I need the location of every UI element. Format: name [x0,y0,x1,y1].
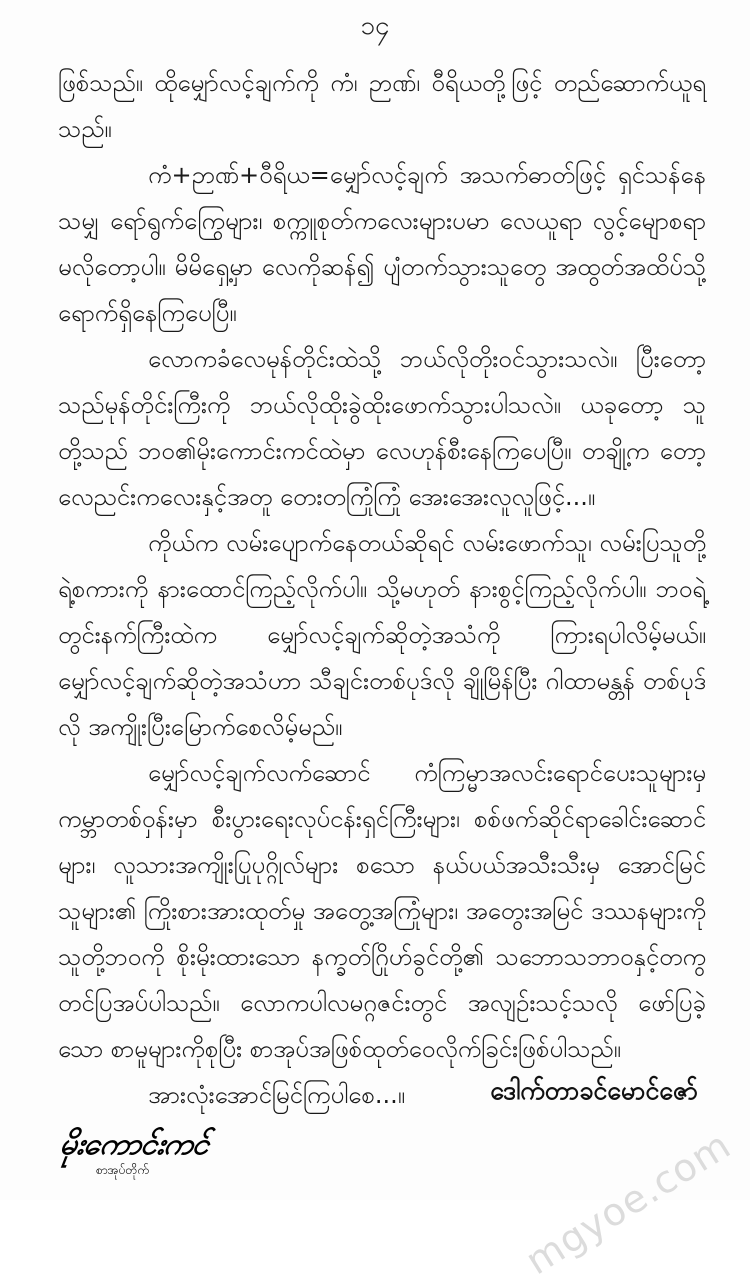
watermark: mgyoe.com [517,1122,738,1283]
publisher-logo [57,1127,211,1184]
publisher-logo-name: မိုးကောင်းကင် [57,1127,211,1162]
publisher-logo-sub: စာအုပ်တိုက် [96,1163,149,1177]
paragraph-1: ဖြစ်သည်။ ထိုမျှော်လင့်ချက်ကို ကံ၊ ဉာဏ်၊ ဝီရိယတို့ဖြင့် တည်ဆောက်ယူရသည်။ [58,69,706,143]
paragraph-5: မျှော်လင့်ချက်လက်ဆောင် ကံကြမ္မာအလင်းရောင်ပေးသူများမှ ကမ္ဘာတစ်ဝှန်းမှာ စီးပွားရေးလုပ်ငန်းရှင်ကြီးများ၊ စစ်ဖက်ဆိုင်ရာခေါင်းဆောင်များ၊ လူသားအကျိုးပြုပုဂ္ဂိုလ်များ စသော နယ်ပယ်အသီးသီးမှ အောင်မြင်သူများ၏ ကြိုးစားအားထုတ်မှု အတွေ့အကြုံများ၊ အတွေးအမြင် ဒဿနများကို သူတို့ဘဝကို စိုးမိုးထားသော နက္ခတ်ဂြိုဟ်ခွင်တို့၏ သဘောသဘာဝနှင့်တကွ တင်ပြအပ်ပါသည်။ လောကပါလမဂ္ဂဇင်းတွင် အလျဉ်းသင့်သလို ဖော်ပြခဲ့သော စာမူများကိုစုပြီး စာအုပ်အဖြစ်ထုတ်ဝေလိုက်ခြင်းဖြစ်ပါသည်။ [58,759,706,1063]
body-text [58,60,706,1118]
author-signature: ဒေါက်တာခင်မောင်ဇော် [490,1076,698,1105]
paragraph-4: ကိုယ်က လမ်းပျောက်နေတယ်ဆိုရင် လမ်းဖောက်သူ၊ လမ်းပြသူတို့ရဲ့စကားကို နားထောင်ကြည့်လိုက်ပါ။ သို့မဟုတ် နားစွင့်ကြည့်လိုက်ပါ။ ဘဝရဲ့တွင်းနက်ကြီးထဲက မျှော်လင့်ချက်ဆိုတဲ့အသံကို ကြားရပါလိမ့်မယ်။ မျှော်လင့်ချက်ဆိုတဲ့အသံဟာ သီချင်းတစ်ပုဒ်လို ချိုမြိန်ပြီး ဂါထာမန္တန် တစ်ပုဒ်လို အကျိုးပြီးမြောက်စေလိမ့်မည်။ [58,529,706,741]
paragraph-6: အားလုံးအောင်မြင်ကြပါစေ...။ [148,1081,405,1109]
paragraph-2: ကံ+ဉာဏ်+ဝီရိယ=မျှော်လင့်ချက် အသက်ဓာတ်ဖြင့် ရှင်သန်နေသမျှ ရော်ရွက်ကြွေများ၊ စက္ကူစုတ်ကလေးများပမာ လေယူရာ လွင့်မျောစရာ မလိုတော့ပါ။ မိမိရှေ့မှာ လေကိုဆန်၍ ပျံတက်သွားသူတွေ အထွတ်အထိပ်သို့ ရောက်ရှိနေကြပေပြီ။ [58,161,706,327]
paragraph-3: လောကခံလေမုန်တိုင်းထဲသို့ ဘယ်လိုတိုးဝင်သွားသလဲ။ ပြီးတော့ သည်မုန်တိုင်းကြီးကို ဘယ်လိုထိုးခွဲထိုးဖောက်သွားပါသလဲ။ ယခုတော့ သူတို့သည် ဘဝ၏မိုးကောင်းကင်ထဲမှာ လေဟုန်စီးနေကြပေပြီ။ တချို့က တော့ လေညင်းကလေးနှင့်အတူ တေးတကြုံကြုံ အေးအေးလူလူဖြင့်...။ [58,345,706,511]
page-number: ၁၄ [360,11,390,41]
